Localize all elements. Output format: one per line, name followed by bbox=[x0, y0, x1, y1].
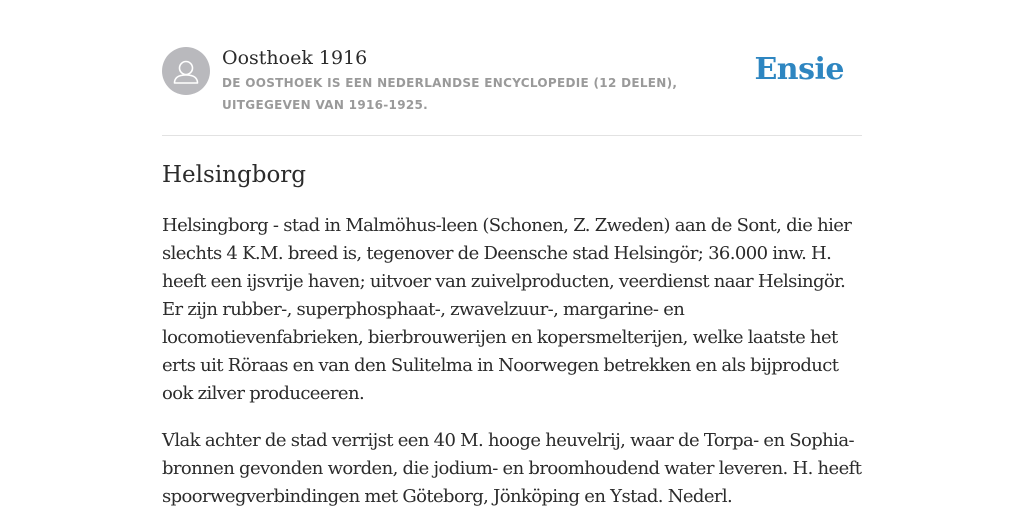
article-paragraph: Helsingborg - stad in Malmöhus-leen (Schonen, Z. Zweden) aan de Sont, die hier slechts 4 K.M. breed is, tegenover de Deensche stad Helsingör; 36.000 inw. H. heeft een ijsvrije haven; uitvoer van zuivelproducten, veerdienst naar Helsingör. Er zijn rubber-, superphosphaat-, zwavelzuur-, margarine- en locomotievenfabrieken, bierbrouwerijen en kopersmelterijen, welke laatste het erts uit Röraas en van den Sulitelma in Noorwegen betrekken en als bijproduct ook zilver produceeren. bbox=[162, 215, 852, 404]
source-description: DE OOSTHOEK IS EEN NEDERLANDSE ENCYCLOPEDIE (12 DELEN), UITGEGEVEN VAN 1916-1925. bbox=[222, 76, 678, 112]
source-title[interactable]: Oosthoek 1916 bbox=[222, 47, 368, 69]
article-body bbox=[162, 212, 862, 512]
ensie-logo[interactable]: Ensie bbox=[754, 52, 844, 87]
header-divider bbox=[162, 135, 862, 136]
source-header bbox=[162, 46, 862, 116]
article-paragraph: Vlak achter de stad verrijst een 40 M. hooge heuvelrij, waar de Torpa- en Sophia-bronnen gevonden worden, die jodium- en broomhoudend water leveren. H. heeft spoorwegverbindingen met Göteborg, Jönköping en Ystad. Nederl. bbox=[162, 430, 862, 507]
article-title: Helsingborg bbox=[162, 162, 307, 188]
user-avatar-icon[interactable] bbox=[162, 47, 210, 95]
